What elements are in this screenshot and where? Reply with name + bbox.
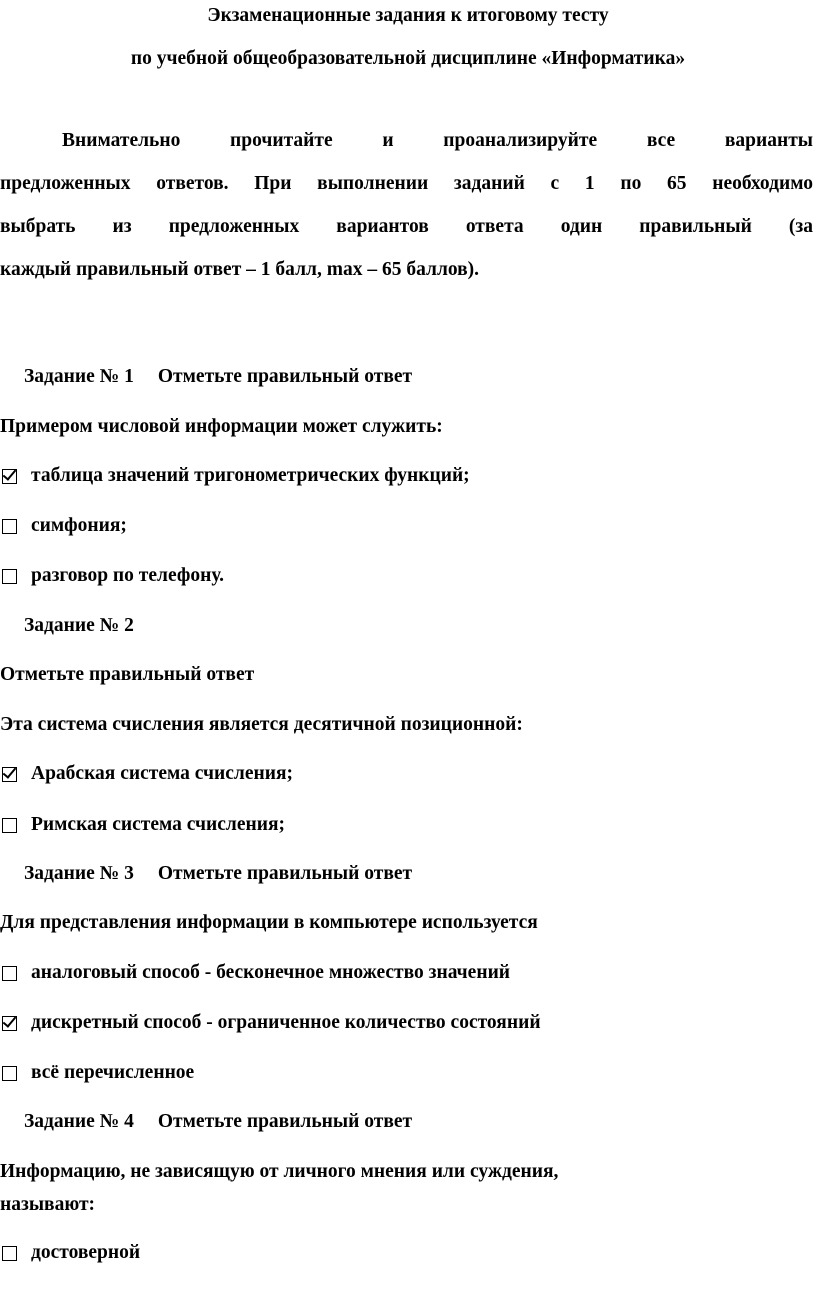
task-1-heading — [24, 365, 412, 389]
checked-checkbox-icon[interactable] — [2, 469, 17, 484]
task-3-instruction: Отметьте правильный ответ — [157, 863, 413, 884]
task-4-option-1[interactable] — [0, 1241, 140, 1265]
task-4-question-line-2: называют: — [0, 1194, 96, 1215]
checkbox-icon[interactable] — [2, 818, 17, 833]
task-2-heading: Задание № 2 — [24, 615, 134, 636]
task-1-instruction: Отметьте правильный ответ — [157, 366, 413, 387]
task-3-question: Для представления информации в компьютере используется — [0, 912, 538, 933]
option-label: разговор по телефону. — [31, 565, 225, 586]
option-label: достоверной — [31, 1242, 141, 1263]
task-2-instruction: Отметьте правильный ответ — [0, 664, 255, 685]
option-label: всё перечисленное — [31, 1062, 195, 1083]
task-4-number: Задание № 4 — [24, 1111, 134, 1132]
checked-checkbox-icon[interactable] — [2, 1016, 17, 1031]
instructions-line-1: Внимательно прочитайте и проанализируйте все варианты — [62, 130, 813, 151]
task-4-instruction: Отметьте правильный ответ — [157, 1111, 413, 1132]
instructions-line-2: предложенных ответов. При выполнении заданий с 1 по 65 необходимо — [0, 173, 813, 194]
option-label: Римская система счисления; — [31, 814, 286, 835]
instructions-line-3: выбрать из предложенных вариантов ответа один правильный (за — [0, 216, 813, 237]
checkbox-icon[interactable] — [2, 519, 17, 534]
option-label: Арабская система счисления; — [31, 763, 294, 784]
task-2-option-2[interactable] — [0, 813, 285, 837]
checked-checkbox-icon[interactable] — [2, 767, 17, 782]
task-1-option-1[interactable] — [0, 464, 470, 488]
document-title-line-1: Экзаменационные задания к итоговому тесту — [207, 5, 609, 26]
task-4-heading — [24, 1110, 412, 1134]
option-label: аналоговый способ - бесконечное множество значений — [31, 962, 511, 983]
option-label: дискретный способ - ограниченное количество состояний — [31, 1012, 541, 1033]
instructions-line-4: каждый правильный ответ – 1 балл, max – 65 баллов). — [0, 259, 480, 280]
task-4-question-line-1: Информацию, не зависящую от личного мнения или суждения, — [0, 1161, 559, 1182]
task-2-question: Эта система счисления является десятичной позиционной: — [0, 714, 523, 735]
task-1-option-2[interactable] — [0, 514, 127, 538]
checkbox-icon[interactable] — [2, 569, 17, 584]
task-3-option-1[interactable] — [0, 961, 510, 985]
option-label: симфония; — [31, 515, 127, 536]
task-3-option-2[interactable] — [0, 1011, 541, 1035]
task-3-number: Задание № 3 — [24, 863, 134, 884]
option-label: таблица значений тригонометрических функций; — [31, 465, 470, 486]
task-3-option-3[interactable] — [0, 1061, 194, 1085]
task-1-number: Задание № 1 — [24, 366, 134, 387]
task-1-option-3[interactable] — [0, 564, 224, 588]
task-3-heading — [24, 862, 412, 886]
checkbox-icon[interactable] — [2, 1246, 17, 1261]
task-2-option-1[interactable] — [0, 762, 293, 786]
task-1-question: Примером числовой информации может служить: — [0, 416, 443, 437]
document-title-line-2: по учебной общеобразовательной дисциплине «Информатика» — [130, 48, 686, 69]
checkbox-icon[interactable] — [2, 966, 17, 981]
checkbox-icon[interactable] — [2, 1066, 17, 1081]
